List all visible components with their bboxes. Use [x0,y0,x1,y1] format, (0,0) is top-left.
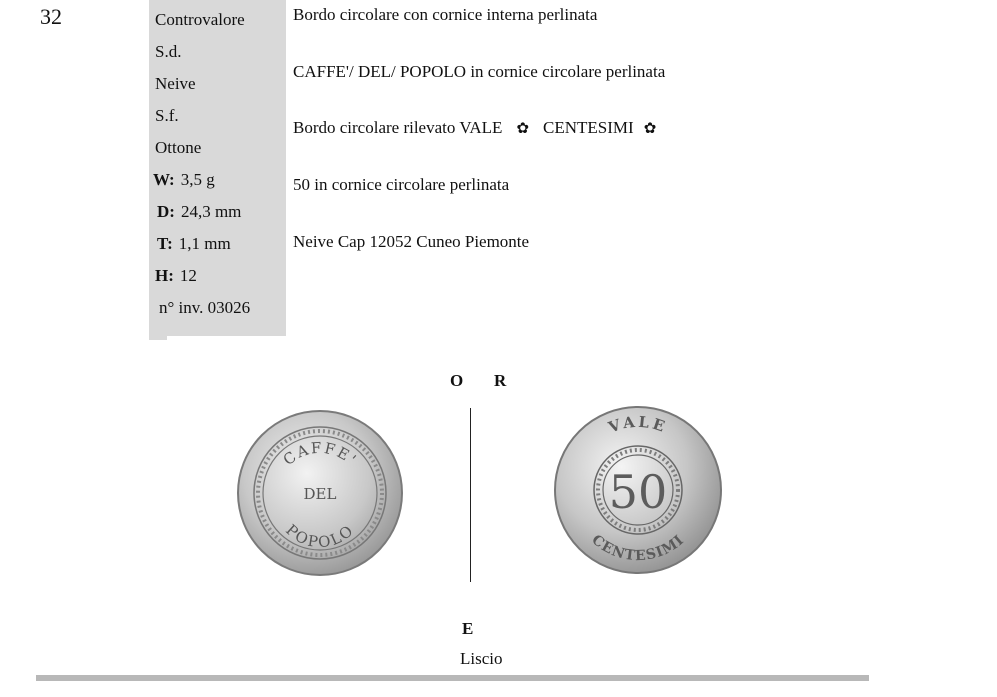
coin-divider [470,408,471,582]
flower-icon: ✿ [643,121,657,137]
reverse-edge-text-b: CENTESIMI [543,118,634,137]
reverse-edge-text-a: Bordo circolare rilevato VALE [293,118,503,137]
thickness-label: T: [157,234,173,253]
reverse-middle-text: 50 [608,465,668,519]
diameter-label: D: [157,202,175,221]
description-reverse-legend: 50 in cornice circolare perlinata [293,175,510,194]
reverse-label: R [494,371,507,390]
bottom-rule [36,675,869,681]
obverse-label: O [450,371,464,390]
meta-metal: Ottone [155,138,202,157]
entry-number: 32 [40,4,62,29]
meta-thickness [157,234,231,254]
reverse-coin-image [553,405,723,575]
description-obverse-edge: Bordo circolare con cornice interna perlinata [293,5,598,24]
meta-diameter [157,202,241,222]
meta-place: Neive [155,74,196,93]
axis-value: 12 [179,266,197,285]
reverse-top-text: VALE [606,412,670,437]
weight-label: W: [153,170,175,189]
diameter-value: 24,3 mm [180,202,242,221]
thickness-value: 1,1 mm [178,234,231,253]
reverse-bottom-text: CENTESIMI [588,531,688,565]
obverse-top-text: CAFFE' [279,438,361,470]
edge-value: Liscio [460,649,503,668]
meta-date: S.d. [155,42,182,61]
panel-tail [149,336,167,340]
obverse-coin-image [236,409,404,577]
obverse-middle-text: DEL [303,485,337,503]
meta-inventory: n° inv. 03026 [159,298,251,317]
edge-label: E [462,619,474,638]
obverse-bottom-text: POPOLO [282,520,358,552]
meta-weight [153,170,215,190]
weight-value: 3,5 g [180,170,215,189]
metadata-panel [149,0,286,336]
meta-mint: S.f. [155,106,179,125]
meta-type: Controvalore [155,10,245,29]
axis-label: H: [155,266,174,285]
description-obverse-legend: CAFFE'/ DEL/ POPOLO in cornice circolare perlinata [293,62,666,81]
meta-axis [155,266,197,286]
description-location: Neive Cap 12052 Cuneo Piemonte [293,232,530,251]
description-reverse-edge [293,118,656,138]
flower-icon: ✿ [516,121,530,137]
